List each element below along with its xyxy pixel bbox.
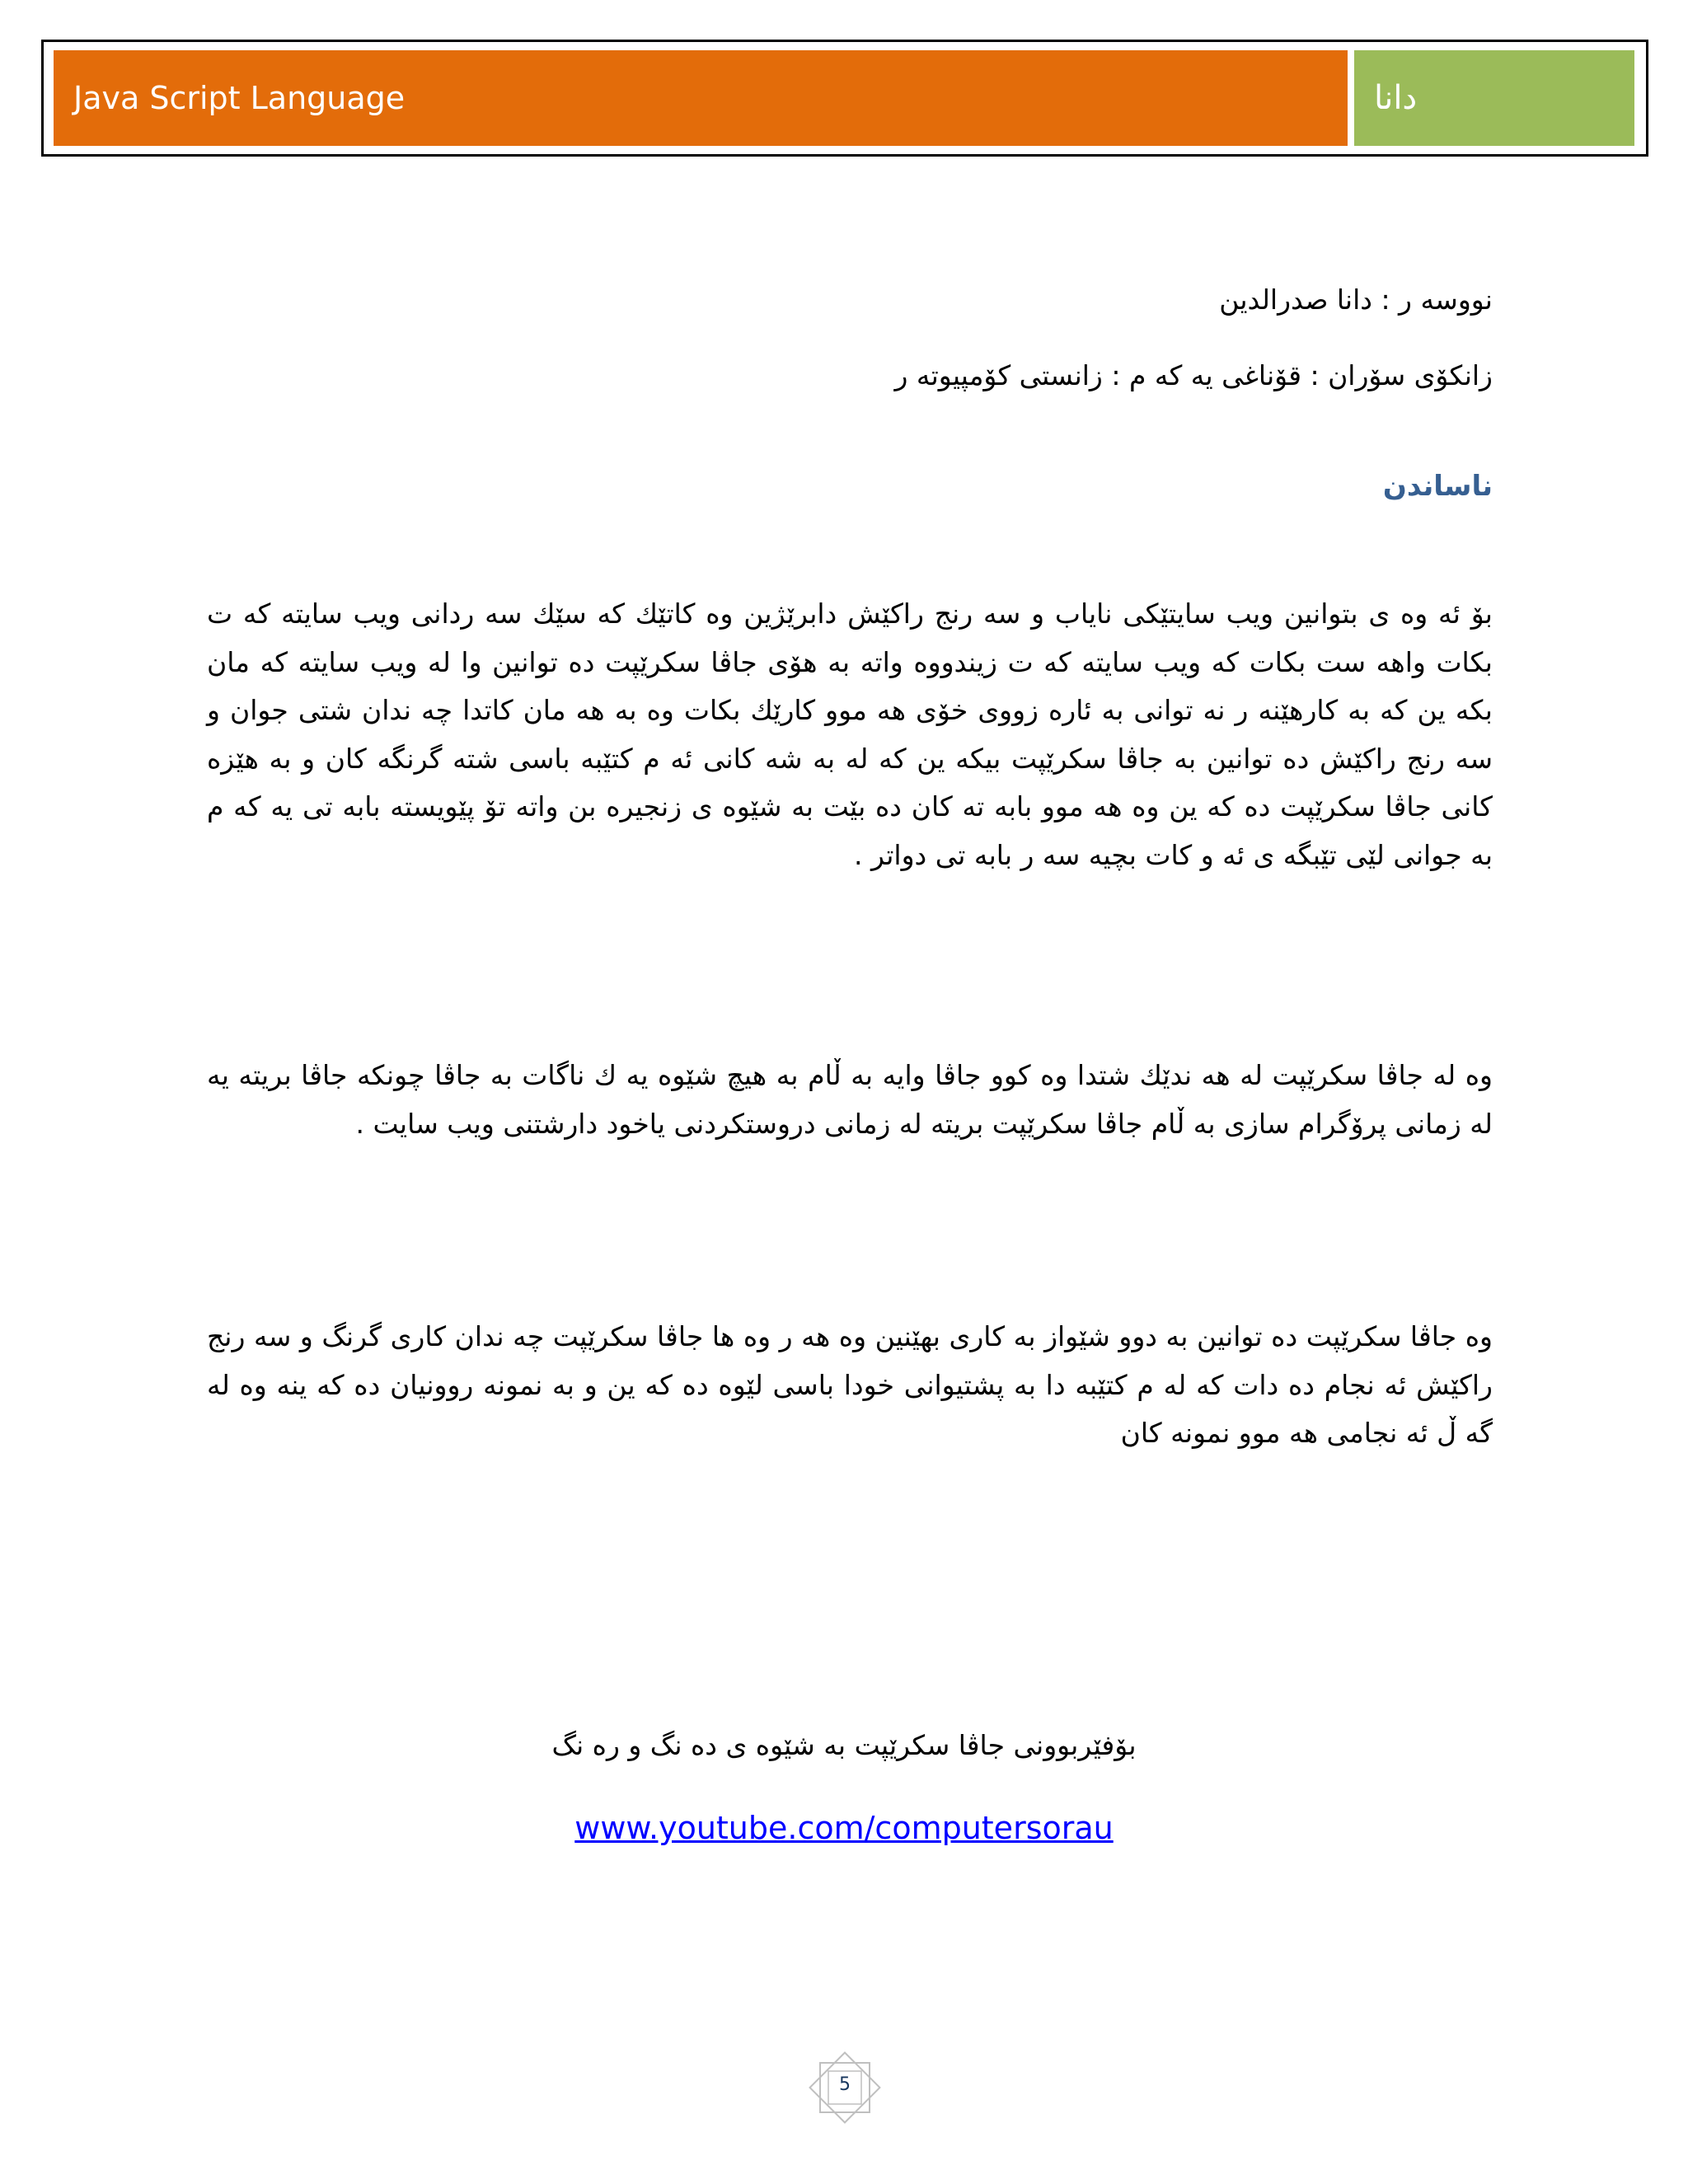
writer-line: نووسه ر : دانا صدرالدين xyxy=(1219,284,1493,316)
header-author-band xyxy=(1354,50,1634,146)
section-heading: ناساندن xyxy=(1382,470,1493,503)
youtube-link[interactable]: www.youtube.com/computersorau xyxy=(574,1810,1114,1846)
footer-note: بۆفێربوونى جاڤا سكرێپت به شێوه ى ده نگ و ره نگ xyxy=(551,1729,1137,1761)
page-number: 5 xyxy=(839,2074,851,2095)
header-banner xyxy=(41,40,1648,157)
paragraph-usage: وه جاڤا سكرێپت ده توانين به دوو شێواز به كارى بهێنين وه هه ر وه ها جاڤا سكرێپت چه ندان كارى گرنگ و سه رنج راكێش ئه نجام ده دات كه له م كتێبه دا به پشتيوانى خودا باسى لێوه ده كه ين و به نمونه روونيان ده كه ينه وه له گه ڵ ئه نجامى هه موو نمونه كان xyxy=(207,1320,1493,1449)
paragraph-java-comparison: وه له جاڤا سكرێپت له هه ندێك شتدا وه كوو جاڤا وايه به ڵام به هيچ شێوه يه ك ناگات به جاڤا چونكه جاڤا بريته يه له زمانى پرۆگرام سازى به ڵام جاڤا سكرێپت بريته له زمانى دروستكردنى ياخود دارشتنى ويب سايت . xyxy=(207,1059,1493,1140)
header-title-band xyxy=(54,50,1348,146)
university-line: زانكۆى سۆران : قۆناغى يه كه م : زانستى كۆمپيوته ر xyxy=(894,359,1493,391)
paragraph-intro: بۆ ئه وه ى بتوانين ويب سايتێكى ناياب و سه رنج راكێش دابرێژين وه كاتێك كه سێك سه ردانى ويب سايته كه ت بكات واهه ست بكات كه ويب سايته كه ت زيندووه واته به هۆى جاڤا سكرێپت ده توانين وا له ويب سايته كه مان بكه ين كه به كارهێنه ر نه توانى به ئاره زووى خۆى هه موو كارێك بكات وه به هه مان كاتدا چه ندان شتى جوان و سه رنج راكێش ده توانين به جاڤا سكرێپت بيكه ين كه له به شه كانى ئه م كتێبه باسى شته گرنگه كان و به هێزه كانى جاڤا سكرێپت ده كه ين وه هه موو بابه ته كان ده بێت به شێوه ى زنجيره بن واته تۆ پێويسته بابه تى يه كه م به جوانى لێى تێبگه ى ئه و كات بچيه سه ر بابه تى دواتر . xyxy=(207,598,1493,871)
header-author: دانا xyxy=(1374,79,1418,117)
header-title: Java Script Language xyxy=(73,80,406,116)
